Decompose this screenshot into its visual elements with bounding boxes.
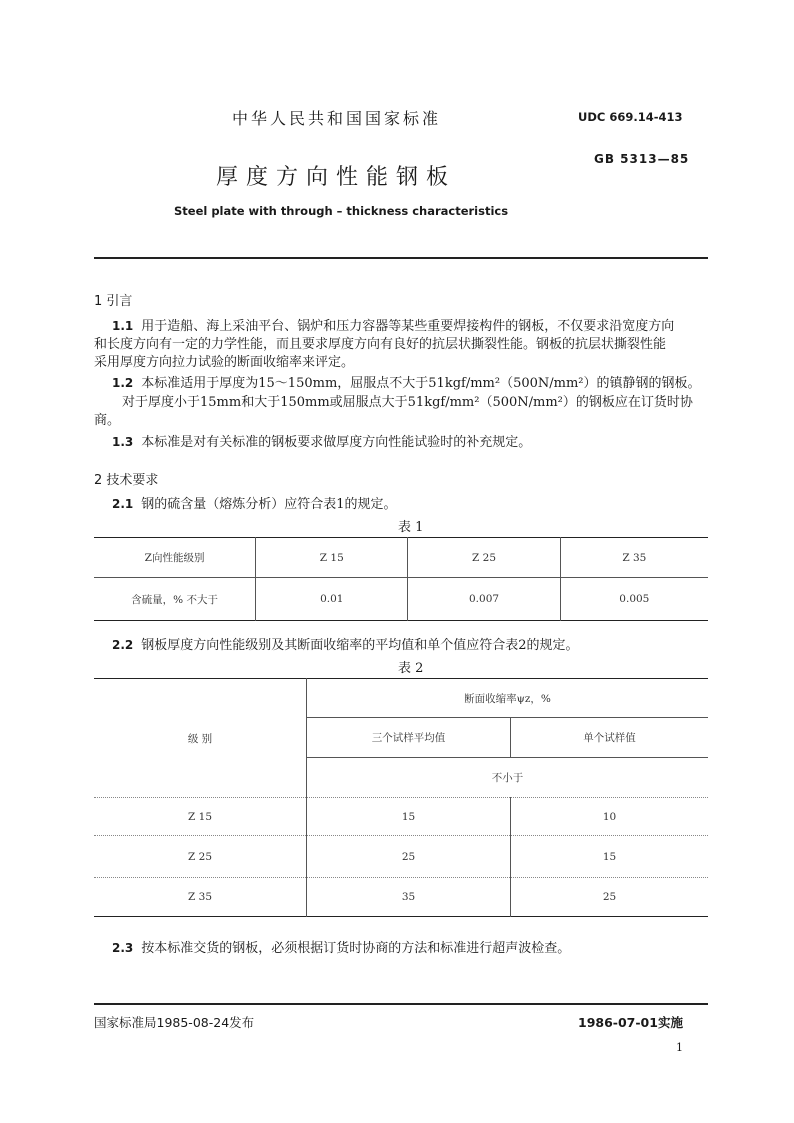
table-header-cell: 断面收缩率ψz，% xyxy=(307,679,709,718)
paragraph-line: 按本标准交货的钢板，必须根据订货时协商的方法和标准进行超声波检查。 xyxy=(141,941,571,956)
issued-info: 国家标准局1985-08-24发布 xyxy=(94,1015,255,1030)
table-header-cell: 单个试样值 xyxy=(511,718,709,758)
footer-divider xyxy=(94,1003,708,1005)
table-cell: 0.005 xyxy=(619,593,650,605)
table-2-caption: 表 2 xyxy=(398,661,424,676)
clause-number: 1.3 xyxy=(112,435,134,449)
table-2 xyxy=(94,678,708,917)
table-cell: 含硫量，% 不大于 xyxy=(94,578,256,621)
table-cell: 35 xyxy=(307,878,511,917)
table-cell: Z 35 xyxy=(94,878,307,917)
paragraph-1-1 xyxy=(112,318,712,335)
paragraph-1-1-cont2 xyxy=(94,354,714,371)
table-cell: 25 xyxy=(307,836,511,878)
table-header-cell: Z 35 xyxy=(622,551,647,564)
paragraph-line: 用于造船、海上采油平台、锅炉和压力容器等某些重要焊接构件的钢板，不仅要求沿宽度方向 xyxy=(141,319,675,334)
gb-code: GB 5313—85 xyxy=(594,152,690,166)
table-cell: 10 xyxy=(602,810,617,823)
effective-date: 1986-07-01实施 xyxy=(578,1015,683,1030)
clause-number: 1.1 xyxy=(112,319,134,333)
paragraph-line: 对于厚度小于15mm和大于150mm或屈服点大于51kgf/mm²（500N/mm²）的钢板应在订货时协 xyxy=(122,395,693,410)
table-row xyxy=(94,578,708,621)
paragraph-line: 本标准适用于厚度为15～150mm，屈服点不大于51kgf/mm²（500N/mm²）的镇静钢的钢板。 xyxy=(141,376,701,391)
paragraph-1-2-cont xyxy=(122,394,722,411)
english-title: Steel plate with through – thickness characteristics xyxy=(174,204,509,218)
org-title: 中华人民共和国国家标准 xyxy=(232,109,442,128)
table-cell: Z 25 xyxy=(94,836,307,878)
table-header-row xyxy=(94,538,708,578)
table-row xyxy=(94,878,708,917)
paragraph-1-2-cont2 xyxy=(94,412,194,429)
table-row xyxy=(94,836,708,878)
table-cell: 15 xyxy=(307,798,511,836)
paragraph-1-2 xyxy=(112,375,712,392)
udc-code: UDC 669.14-413 xyxy=(578,110,683,124)
table-cell: Z 15 xyxy=(94,798,307,836)
header-divider xyxy=(94,257,708,259)
table-header-cell: Z向性能级别 xyxy=(94,538,256,578)
section-2-heading: 2 技术要求 xyxy=(94,473,159,488)
table-cell: 0.007 xyxy=(408,578,560,621)
paragraph-line: 商。 xyxy=(94,413,121,428)
paragraph-line: 钢板厚度方向性能级别及其断面收缩率的平均值和单个值应符合表2的规定。 xyxy=(141,638,579,653)
paragraph-line: 和长度方向有一定的力学性能，而且要求厚度方向有良好的抗层状撕裂性能。钢板的抗层状撕裂性能 xyxy=(94,337,667,352)
paragraph-line: 采用厚度方向拉力试验的断面收缩率来评定。 xyxy=(94,355,355,370)
table-header-cell: 三个试样平均值 xyxy=(307,718,511,758)
table-header-cell: 级 别 xyxy=(94,679,307,798)
clause-number: 2.3 xyxy=(112,941,134,955)
paragraph-2-1 xyxy=(112,496,712,513)
paragraph-2-3 xyxy=(112,940,712,957)
table-cell: 0.01 xyxy=(256,578,408,621)
clause-number: 2.2 xyxy=(112,638,134,652)
paragraph-line: 钢的硫含量（熔炼分析）应符合表1的规定。 xyxy=(141,497,397,512)
page-number: 1 xyxy=(676,1041,683,1054)
paragraph-1-1-cont xyxy=(94,336,714,353)
section-1-heading: 1 引言 xyxy=(94,294,133,309)
clause-number: 2.1 xyxy=(112,497,134,511)
table-header-row xyxy=(94,679,708,718)
doc-title: 厚度方向性能钢板 xyxy=(216,165,457,190)
table-header-cell: 不小于 xyxy=(307,758,709,798)
table-1 xyxy=(94,537,708,621)
paragraph-2-2 xyxy=(112,637,712,654)
table-cell: 15 xyxy=(602,850,617,863)
table-row xyxy=(94,798,708,836)
clause-number: 1.2 xyxy=(112,376,134,390)
paragraph-line: 本标准是对有关标准的钢板要求做厚度方向性能试验时的补充规定。 xyxy=(141,435,532,450)
table-header-cell: Z 25 xyxy=(408,538,560,578)
paragraph-1-3 xyxy=(112,434,712,451)
table-header-cell: Z 15 xyxy=(256,538,408,578)
table-cell: 25 xyxy=(602,891,617,903)
table-1-caption: 表 1 xyxy=(398,520,424,535)
